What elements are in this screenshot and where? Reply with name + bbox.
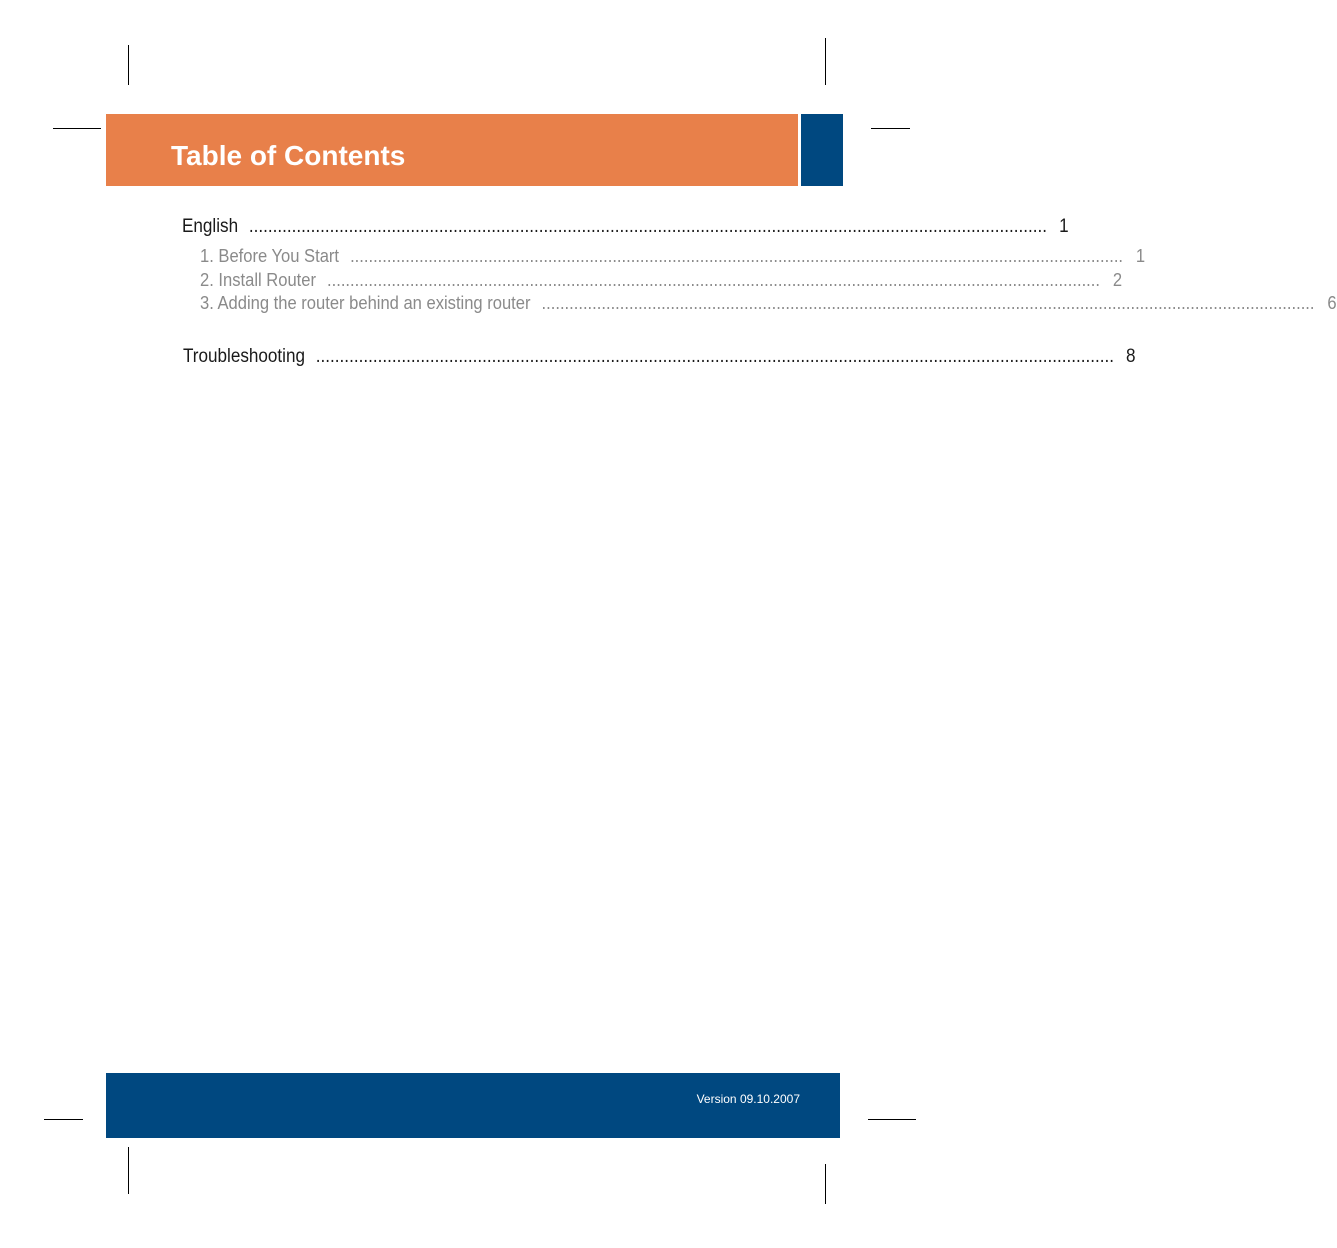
toc-entry-label: 2. Install Router (200, 270, 316, 290)
toc-entry-before-you-start[interactable] (200, 246, 1146, 267)
toc-entry-label: Troubleshooting (183, 346, 306, 367)
toc-entry-install-router[interactable] (200, 270, 1123, 291)
toc-entry-label: 3. Adding the router behind an existing router (200, 293, 531, 313)
toc-leader-dots: ........................................................................................................................................................................ (315, 346, 1114, 367)
toc-page-number: 6 (1327, 293, 1337, 313)
toc-page-number: 2 (1112, 270, 1123, 290)
toc-page-number: 1 (1059, 216, 1069, 237)
toc-entry-english[interactable] (182, 216, 1069, 238)
toc-leader-dots: ........................................................................................................................................................................ (541, 293, 1315, 313)
toc-page-number: 8 (1126, 346, 1136, 367)
toc-entry-troubleshooting[interactable] (183, 346, 1136, 368)
toc-entry-label: English (182, 216, 239, 237)
toc-leader-dots: ........................................................................................................................................................................ (350, 246, 1124, 266)
page-title: Table of Contents (171, 140, 406, 171)
toc-entry-label: 1. Before You Start (200, 246, 340, 266)
toc-leader-dots: ........................................................................................................................................................................ (248, 216, 1048, 237)
toc-entry-adding-router[interactable] (200, 293, 1337, 314)
toc-page-number: 1 (1135, 246, 1146, 266)
footer-band (106, 1073, 840, 1138)
toc-leader-dots: ........................................................................................................................................................................ (327, 270, 1100, 290)
version-label: Version 09.10.2007 (696, 1092, 800, 1106)
